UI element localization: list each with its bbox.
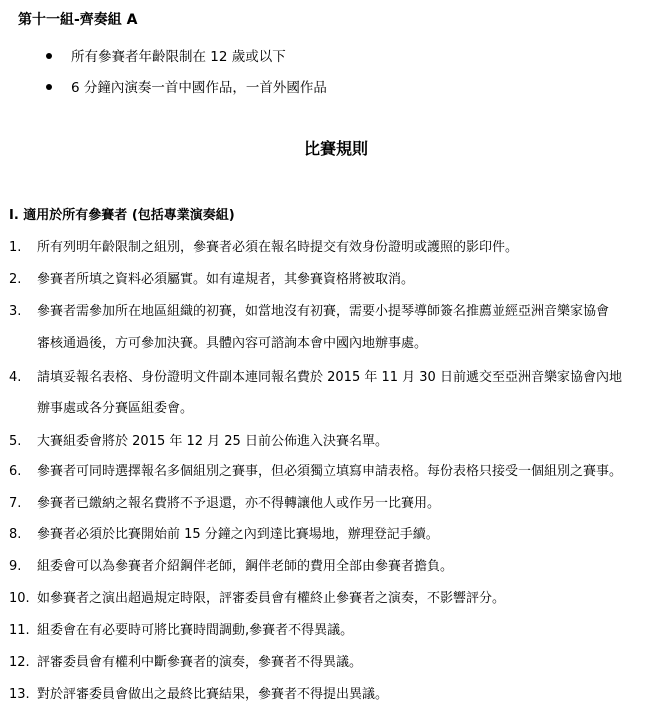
rule-number: 13.	[9, 687, 30, 702]
rule-number: 6.	[9, 464, 22, 479]
rule-item	[9, 492, 440, 511]
rule-item	[9, 555, 453, 574]
rule-item	[9, 683, 388, 702]
rule-text: 參賽者已繳納之報名費將不予退還，亦不得轉讓他人或作另一比賽用。	[37, 496, 441, 511]
rule-text: 所有列明年齡限制之組別，參賽者必須在報名時提交有效身份證明或護照的影印件。	[37, 240, 519, 255]
rule-number: 3.	[9, 304, 22, 319]
rule-text: 評審委員會有權利中斷參賽者的演奏，參賽者不得異議。	[37, 655, 363, 670]
rule-number: 1.	[9, 240, 22, 255]
page-title: 比賽規則	[303, 139, 368, 158]
section-heading: I. 適用於所有參賽者 (包括專業演奏組)	[9, 208, 235, 223]
bullet-item	[46, 76, 327, 96]
rule-text: 請填妥報名表格、身份證明文件副本連同報名費於 2015 年 11 月 30 日前遞交至亞洲音樂家協會內地	[37, 370, 622, 385]
rule-text: 大賽組委會將於 2015 年 12 月 25 日前公佈進入決賽名單。	[37, 434, 388, 449]
rule-number: 8.	[9, 527, 22, 542]
rule-item	[9, 587, 505, 606]
rule-number: 12.	[9, 655, 30, 670]
rule-number: 10.	[9, 591, 30, 606]
bullet-dot-icon	[46, 84, 52, 90]
rule-text: 對於評審委員會做出之最終比賽結果，參賽者不得提出異議。	[37, 687, 389, 702]
rule-item	[9, 430, 388, 449]
rule-text: 參賽者可同時選擇報名多個組別之賽事，但必須獨立填寫申請表格。每份表格只接受一個組別之賽事。	[37, 464, 623, 479]
rule-number: 9.	[9, 559, 22, 574]
rule-item	[9, 619, 353, 638]
rule-text: 參賽者所填之資料必須屬實。如有違規者，其參賽資格將被取消。	[37, 272, 415, 287]
rule-item	[9, 523, 439, 542]
group-heading: 第十一組-齊奏組 A	[18, 12, 138, 28]
bullet-dot-icon	[46, 53, 52, 59]
rule-item	[9, 236, 518, 255]
rule-text: 參賽者需參加所在地區組織的初賽，如當地沒有初賽，需要小提琴導師簽名推薦並經亞洲音樂家協會	[37, 304, 610, 319]
bullet-text: 6 分鐘內演奏一首中國作品，一首外國作品	[71, 80, 327, 96]
rule-text: 參賽者必須於比賽開始前 15 分鐘之內到達比賽場地，辦理登記手續。	[37, 527, 439, 542]
rule-item	[9, 651, 362, 670]
rule-text-continued: 辦事處或各分賽區組委會。	[37, 401, 194, 416]
bullet-text: 所有參賽者年齡限制在 12 歲或以下	[71, 49, 286, 65]
rule-number: 7.	[9, 496, 22, 511]
rule-number: 5.	[9, 434, 22, 449]
rule-text: 組委會可以為參賽者介紹鋼伴老師，鋼伴老師的費用全部由參賽者擔負。	[37, 559, 454, 574]
rule-item	[9, 366, 622, 385]
rule-number: 11.	[9, 623, 30, 638]
rule-number: 2.	[9, 272, 22, 287]
rule-text: 組委會在有必要時可將比賽時間調動,參賽者不得異議。	[37, 623, 354, 638]
rule-item	[9, 460, 622, 479]
bullet-item	[46, 45, 286, 65]
rule-number: 4.	[9, 370, 22, 385]
rule-item	[9, 300, 609, 319]
rule-item	[9, 268, 414, 287]
rule-text-continued: 審核通過後，方可參加決賽。具體內容可諮詢本會中國內地辦事處。	[37, 336, 428, 351]
rule-text: 如參賽者之演出超過規定時限，評審委員會有權終止參賽者之演奏，不影響評分。	[37, 591, 506, 606]
